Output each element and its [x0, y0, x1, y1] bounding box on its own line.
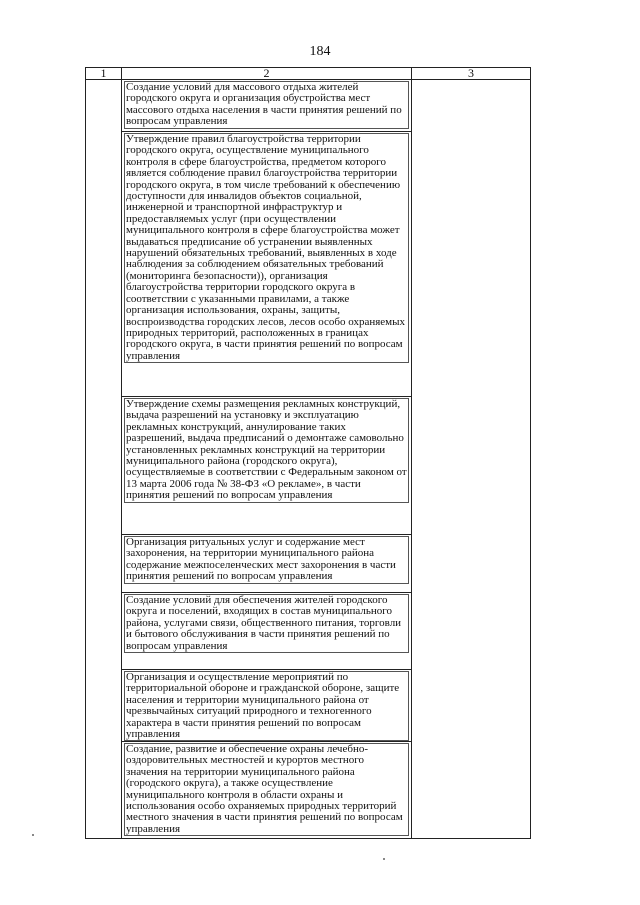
scan-speck	[383, 858, 385, 860]
column-3-cell	[412, 80, 531, 839]
list-item	[122, 80, 411, 132]
column-1-cell	[86, 80, 122, 839]
list-item	[122, 535, 411, 593]
column-header-3: 3	[412, 68, 531, 80]
entry-text: Создание, развитие и обеспечение охраны лечебно-оздоровительных местностей и курортов местного значения на территории муниципального района (городского округа), а также осуществление муниципального контроля в области охраны и использования особо охраняемых природных территорий местного значения в части принятия решений по вопросам управления	[124, 743, 409, 836]
page-number: 184	[309, 44, 331, 59]
column-2-cell	[122, 80, 412, 839]
list-item	[122, 742, 411, 838]
entry-text: Утверждение правил благоустройства территории городского округа, осуществление муниципального контроля в сфере благоустройства, предметом которого является соблюдение правил благоустройства территории городского округа, в том числе требований к обеспечению доступности для инвалидов объектов социальной, инженерной и транспортной инфраструктур и предоставляемых услуг (при осуществлении муниципального контроля в сфере благоустройства может выдаваться предписание об устранении выявленных нарушений обязательных требований, выявленных в ходе наблюдения за соблюдением обязательных требований (мониторинга безопасности)), организация благоустройства территории городского округа в соответствии с указанными правилами, а также организация использования, охраны, защиты, воспроизводства городских лесов, лесов особо охраняемых природных территорий, расположенных в границах городского округа, в части принятия решений по вопросам управления	[124, 133, 409, 363]
entry-text: Организация и осуществление мероприятий по территориальной обороне и гражданской обороне, защите населения и территории муниципального района от чрезвычайных ситуаций природного и техногенного характера в части принятия решений по вопросам управления	[124, 671, 409, 741]
scan-speck	[32, 834, 34, 836]
header-row	[86, 68, 531, 80]
entry-text: Организация ритуальных услуг и содержание мест захоронения, на территории муниципального района содержание межпоселенческих мест захоронения в части принятия решений по вопросам управления	[124, 536, 409, 584]
table-row	[86, 80, 531, 839]
column-header-1: 1	[86, 68, 122, 80]
list-item	[122, 670, 411, 742]
list-item	[122, 132, 411, 397]
entry-text: Создание условий для обеспечения жителей городского округа и поселений, входящих в состав муниципального района, услугами связи, общественного питания, торговли и бытового обслуживания в части принятия решений по вопросам управления	[124, 594, 409, 653]
functions-table	[85, 67, 531, 839]
entry-text: Создание условий для массового отдыха жителей городского округа и организация обустройства мест массового отдыха населения в части принятия решений по вопросам управления	[124, 81, 409, 129]
list-item	[122, 397, 411, 535]
column-header-2: 2	[122, 68, 412, 80]
list-item	[122, 593, 411, 670]
entry-text: Утверждение схемы размещения рекламных конструкций, выдача разрешений на установку и эксплуатацию рекламных конструкций, аннулирование таких разрешений, выдача предписаний о демонтаже самовольно установленных рекламных конструкций на территории муниципального района (городского округа), осуществляемые в соответствии с Федеральным законом от 13 марта 2006 года № 38-ФЗ «О рекламе», в части принятия решений по вопросам управления	[124, 398, 409, 503]
